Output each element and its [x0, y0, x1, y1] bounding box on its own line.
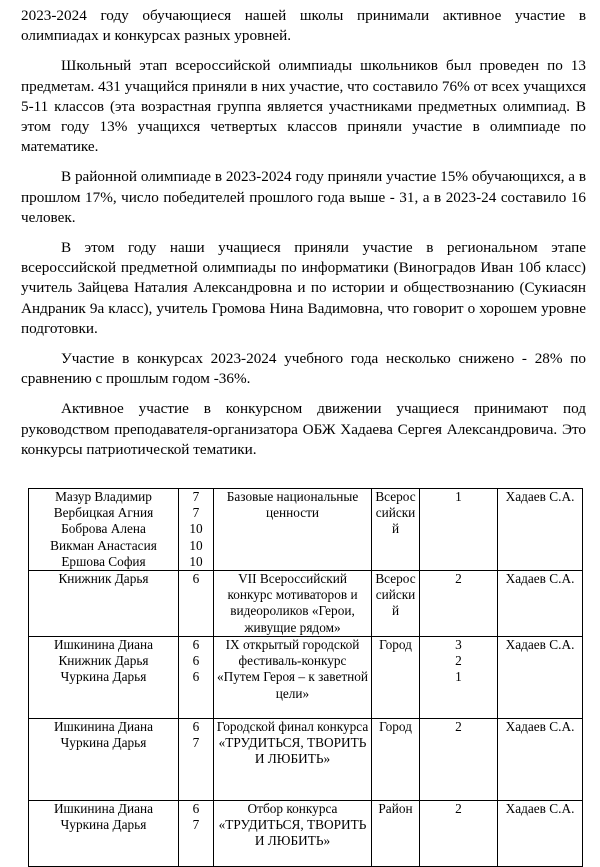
contest-name: IX открытый городской фестиваль-конкурс «Путем Героя – к заветной цели» [214, 637, 372, 719]
grades-cell [179, 801, 214, 867]
names-cell [29, 719, 179, 801]
grades-cell [179, 637, 214, 719]
student-name: Мазур Владимир [55, 489, 152, 504]
teacher-name: Хадаев С.А. [498, 637, 583, 719]
paragraph-contest-participation: Участие в конкурсах 2023-2024 учебного года несколько снижено - 28% по сравнению с прошлым годом -36%. [21, 350, 586, 388]
table-row [29, 801, 583, 867]
names-cell [29, 489, 179, 571]
student-name: Ишкинина Диана [53, 637, 154, 653]
paragraph-district-olympiad: В районной олимпиаде в 2023-2024 году приняли участие 15% обучающихся, а в прошлом 17%, число победителей прошлого года выше - 31, а в 2023-24 составило 16 человек. [21, 168, 586, 226]
student-grade: 6 [192, 571, 200, 587]
student-name: Книжник Дарья [58, 653, 149, 669]
contest-results-table [28, 488, 583, 867]
result-place: 2 [420, 719, 498, 801]
contest-level: Район [372, 801, 420, 867]
student-name: Боброва Алена [61, 521, 146, 537]
contest-name: Городской финал конкурса «ТРУДИТЬСЯ, ТВОРИТЬ И ЛЮБИТЬ» [214, 719, 372, 801]
teacher-name: Хадаев С.А. [498, 719, 583, 801]
student-grade: 7 [192, 735, 200, 751]
student-grade: 10 [189, 553, 203, 569]
grades-cell [179, 489, 214, 571]
student-name: Чуркина Дарья [60, 669, 147, 685]
student-name: Викман Анастасия [50, 537, 157, 553]
student-name: Ишкинина Диана [53, 719, 154, 735]
student-name: Вербицкая Агния [53, 505, 154, 521]
table-row [29, 637, 583, 719]
teacher-name: Хадаев С.А. [498, 571, 583, 637]
student-name: Чуркина Дарья [60, 817, 147, 833]
student-name: Ишкинина Диана [53, 801, 154, 817]
contest-name: VII Всероссийский конкурс мотиваторов и видеороликов «Герои, живущие рядом» [214, 571, 372, 637]
result-place: 2 [420, 571, 498, 637]
student-grade: 6 [192, 719, 200, 735]
contest-level: Всероссийский [372, 571, 420, 637]
student-grade: 6 [192, 653, 200, 669]
student-name: Чуркина Дарья [60, 735, 147, 751]
contest-level: Город [372, 719, 420, 801]
grades-cell [179, 719, 214, 801]
student-grade: 10 [189, 537, 203, 553]
contest-level: Город [372, 637, 420, 719]
names-cell [29, 637, 179, 719]
student-grade: 6 [192, 669, 200, 685]
student-grade: 10 [189, 521, 203, 537]
result-place: 3 2 1 [420, 637, 498, 719]
student-name: Ершова София [61, 553, 146, 569]
result-place: 2 [420, 801, 498, 867]
teacher-name: Хадаев С.А. [498, 489, 583, 571]
contest-name: Отбор конкурса «ТРУДИТЬСЯ, ТВОРИТЬ И ЛЮБИТЬ» [214, 801, 372, 867]
report-text [21, 6, 586, 470]
student-grade: 7 [192, 505, 200, 521]
student-grade: 6 [192, 801, 200, 817]
grades-cell [179, 571, 214, 637]
result-place: 1 [420, 489, 498, 571]
paragraph-regional-stage: В этом году наши учащиеся приняли участие в региональном этапе всероссийской предметной олимпиады по информатики (Виноградов Иван 10б класс) учитель Зайцева Наталия Александровна и по истории и обществознанию (Сукиасян Андраник 9а класс), учитель Громова Нина Вадимовна, что говорит о хорошем уровне подготовки. [21, 239, 586, 337]
contest-level: Всероссийский [372, 489, 420, 571]
table-row [29, 489, 583, 571]
student-grade: 6 [192, 637, 200, 653]
teacher-name: Хадаев С.А. [498, 801, 583, 867]
paragraph-intro: 2023-2024 году обучающиеся нашей школы принимали активное участие в олимпиадах и конкурсах разных уровней. [21, 7, 586, 45]
names-cell [29, 571, 179, 637]
student-grade: 7 [192, 489, 200, 504]
student-name: Книжник Дарья [58, 571, 149, 587]
paragraph-patriotic-contests: Активное участие в конкурсном движении учащиеся принимают под руководством преподавателя-организатора ОБЖ Хадаева Сергея Александровича. Это конкурсы патриотической тематики. [21, 400, 586, 458]
paragraph-school-stage: Школьный этап всероссийской олимпиады школьников был проведен по 13 предметам. 431 учащийся приняли в них участие, что составило 76% от всех учащихся 5-11 классов (эта возрастная группа является участниками предметных олимпиад. В этом году 13% учащихся четвертых классов приняли участие в олимпиаде по математике. [21, 57, 586, 156]
table-row [29, 571, 583, 637]
names-cell [29, 801, 179, 867]
table-row [29, 719, 583, 801]
contest-name: Базовые национальные ценности [214, 489, 372, 571]
student-grade: 7 [192, 817, 200, 833]
